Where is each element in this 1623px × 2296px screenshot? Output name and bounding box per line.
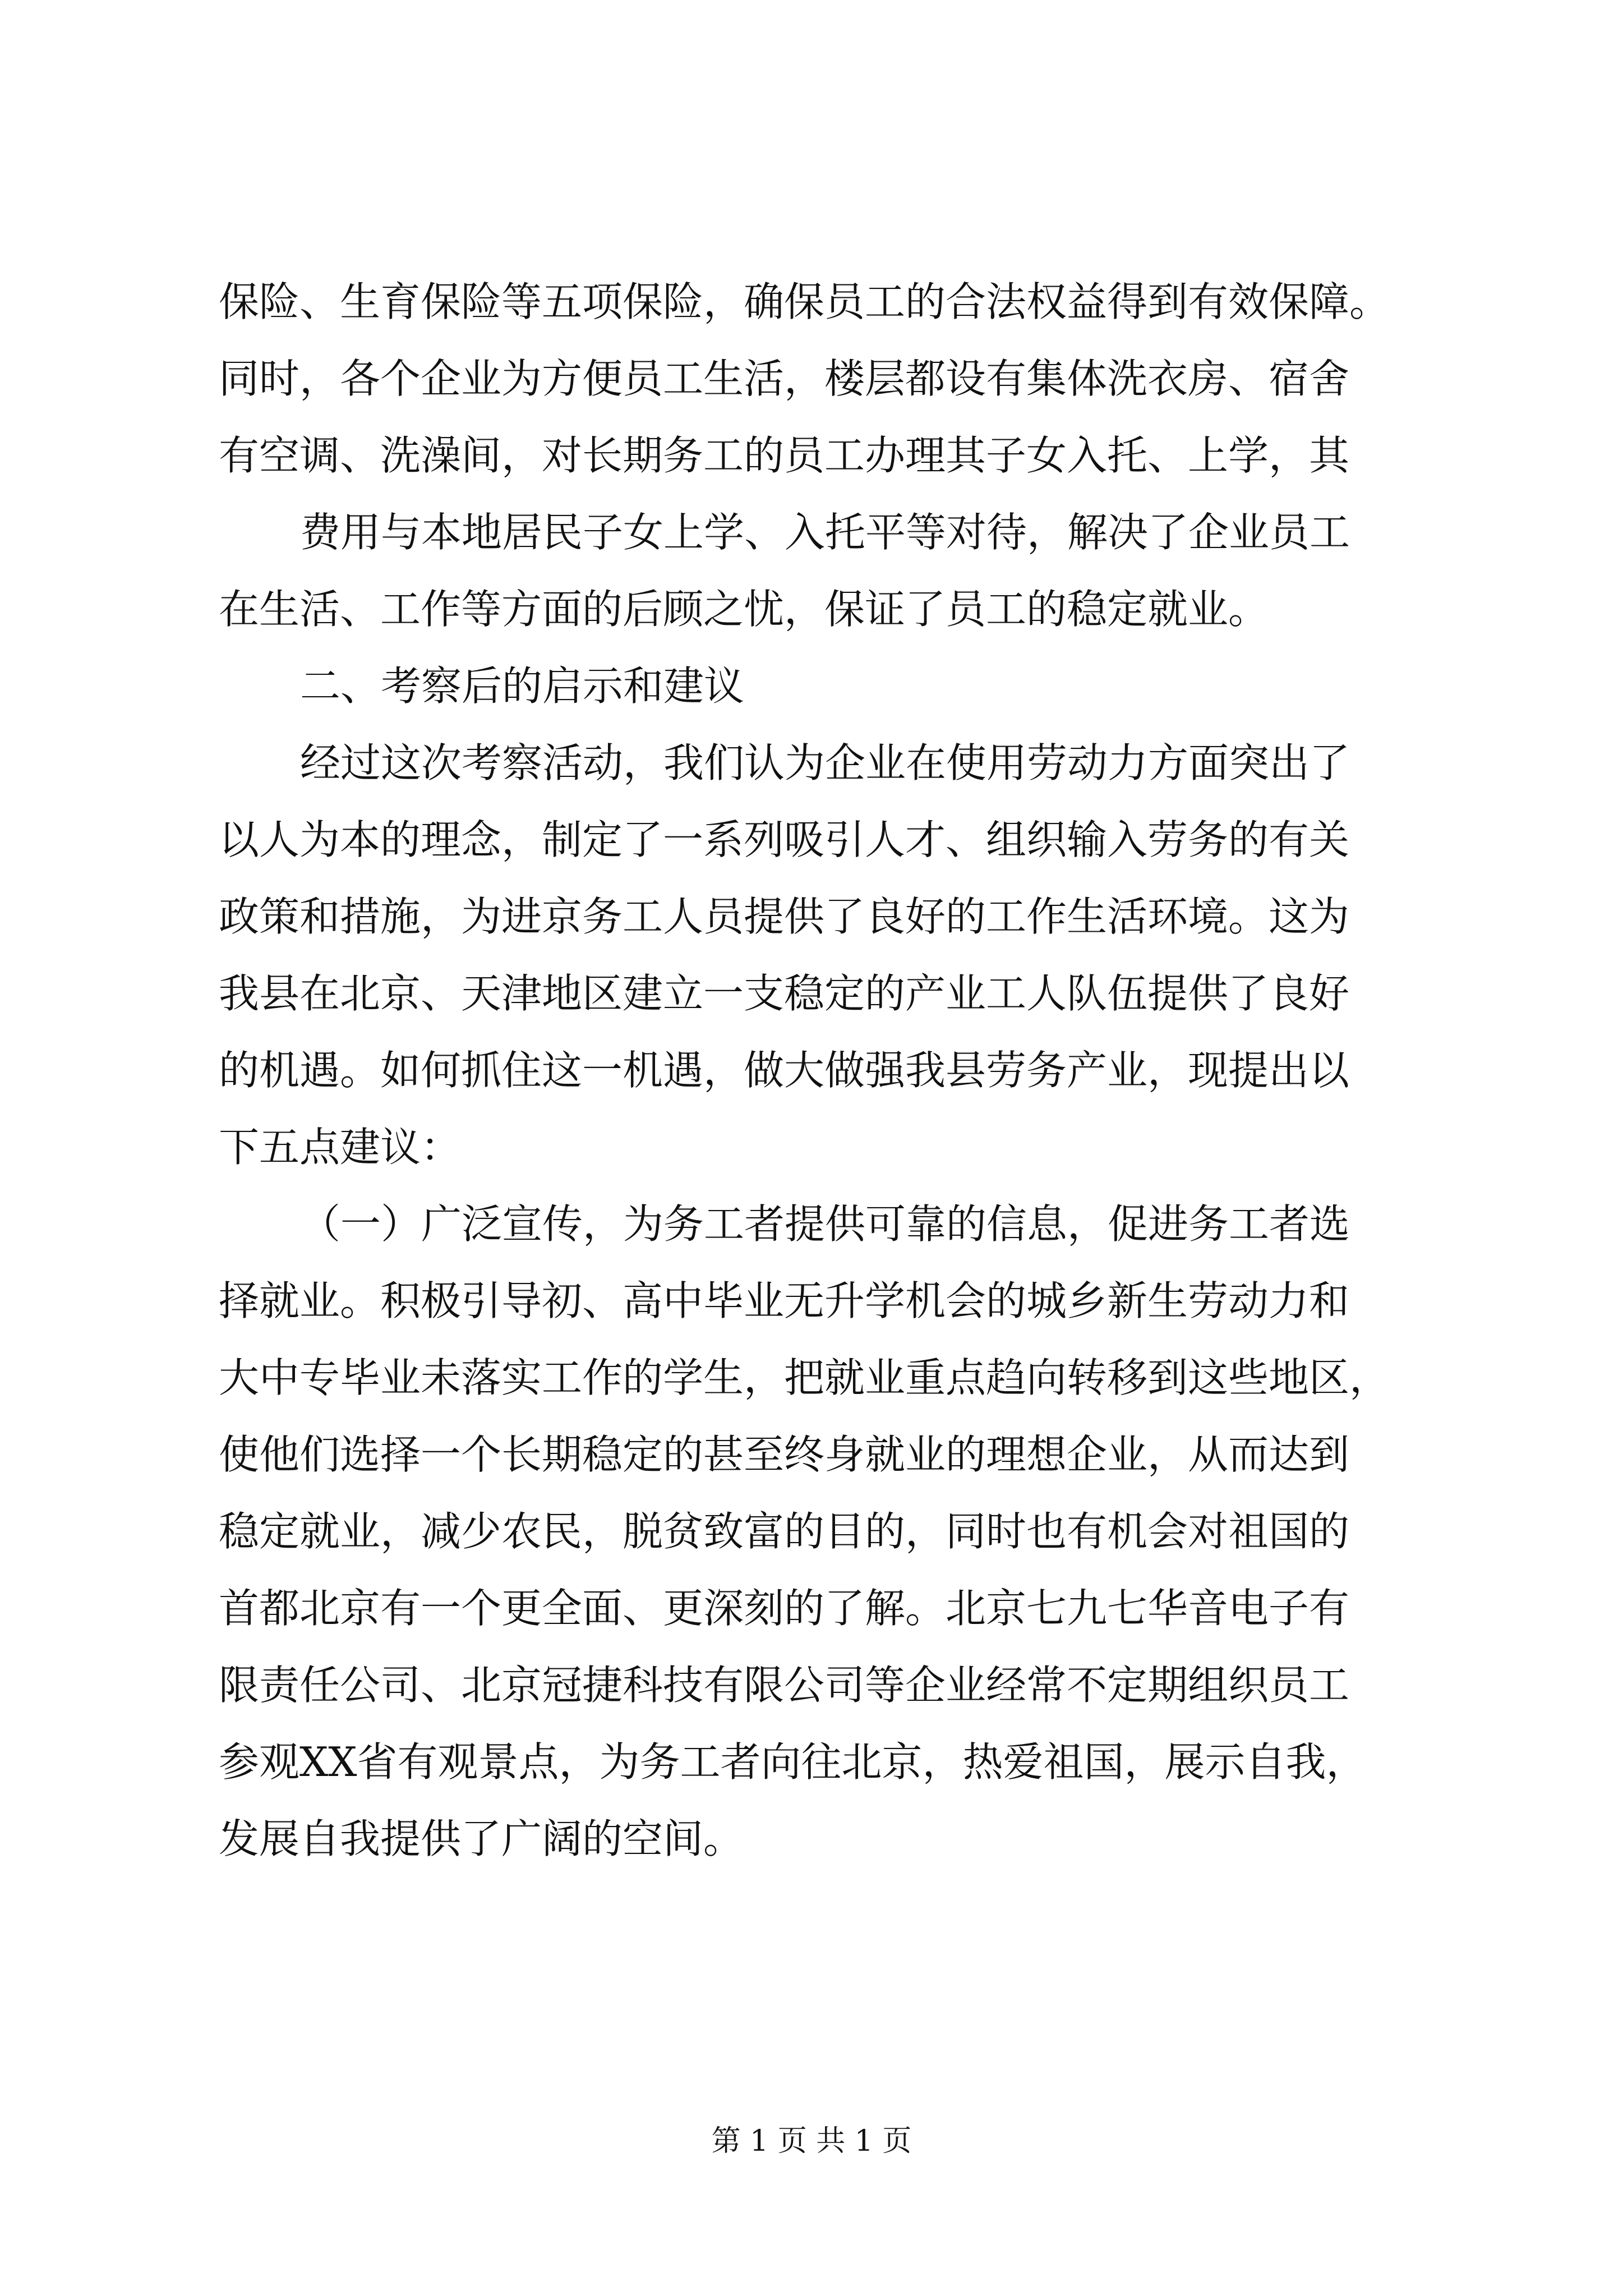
document-body	[219, 264, 1419, 1878]
text-line: 下五点建议：	[219, 1124, 462, 1171]
text-line: 稳定就业，减少农民，脱贫致富的目的，同时也有机会对祖国的	[219, 1508, 1350, 1555]
text-line: 首都北京有一个更全面、更深刻的了解。北京七九七华音电子有	[219, 1585, 1350, 1632]
page-number-footer: 第 1 页 共 1 页	[711, 2124, 912, 2158]
text-line: 大中专毕业未落实工作的学生，把就业重点趋向转移到这些地区，	[219, 1354, 1390, 1401]
text-line: 经过这次考察活动，我们认为企业在使用劳动力方面突出了	[300, 739, 1350, 786]
section-heading: 二、考察后的启示和建议	[300, 662, 745, 710]
text-line: 使他们选择一个长期稳定的甚至终身就业的理想企业，从而达到	[219, 1431, 1350, 1478]
text-line: 发展自我提供了广阔的空间。	[219, 1815, 744, 1862]
text-line: 我县在北京、天津地区建立一支稳定的产业工人队伍提供了良好	[219, 970, 1350, 1017]
text-line: 政策和措施，为进京务工人员提供了良好的工作生活环境。这为	[219, 893, 1350, 940]
text-line: 费用与本地居民子女上学、入托平等对待，解决了企业员工	[300, 509, 1350, 556]
text-line: 有空调、洗澡间，对长期务工的员工办理其子女入托、上学，其	[219, 432, 1350, 479]
text-line: 参观XX省有观景点，为务工者向往北京，热爱祖国，展示自我，	[219, 1738, 1367, 1786]
text-line: （一）广泛宣传，为务工者提供可靠的信息，促进务工者选	[300, 1200, 1350, 1248]
text-line: 择就业。积极引导初、高中毕业无升学机会的城乡新生劳动力和	[219, 1277, 1350, 1324]
text-line: 保险、生育保险等五项保险，确保员工的合法权益得到有效保障。	[219, 278, 1390, 325]
text-line: 限责任公司、北京冠捷科技有限公司等企业经常不定期组织员工	[219, 1662, 1350, 1709]
text-line: 的机遇。如何抓住这一机遇，做大做强我县劳务产业，现提出以	[219, 1047, 1350, 1094]
text-line: 以人为本的理念，制定了一系列吸引人才、组织输入劳务的有关	[219, 816, 1350, 863]
text-line: 同时，各个企业为方便员工生活，楼层都设有集体洗衣房、宿舍	[219, 355, 1350, 402]
text-line: 在生活、工作等方面的后顾之忧，保证了员工的稳定就业。	[219, 586, 1269, 633]
